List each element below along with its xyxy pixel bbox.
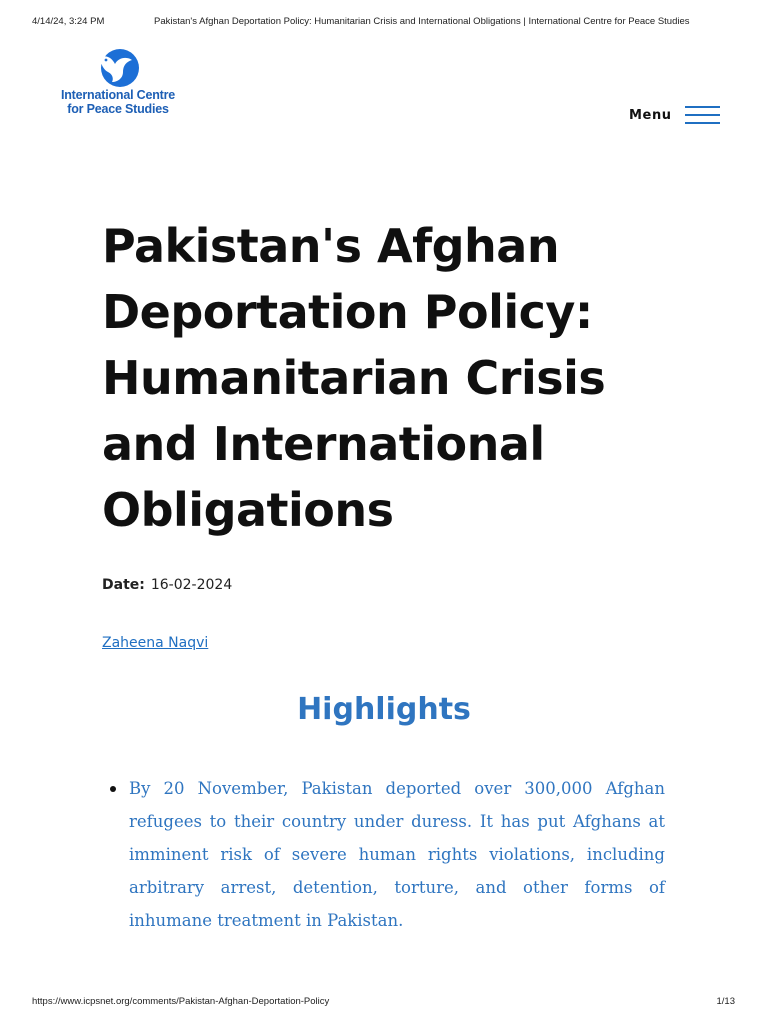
list-item	[129, 772, 665, 937]
highlight-text: By 20 November, Pakistan deported over 300,000 Afghan refugees to their country under duress. It has put Afghans at imminent risk of severe human rights violations, including arbitrary arrest, detention, torture, and other forms of inhumane treatment in Pakistan.	[129, 779, 665, 930]
site-logo[interactable]	[50, 48, 190, 120]
logo-text	[50, 88, 186, 116]
logo-line-1: International Centre	[60, 88, 176, 102]
bullet-icon	[110, 786, 116, 792]
print-url: https://www.icpsnet.org/comments/Pakistan-Afghan-Deportation-Policy	[32, 996, 330, 1007]
menu-button[interactable]	[629, 106, 720, 124]
date-label: Date:	[102, 577, 145, 593]
highlights-heading: Highlights	[297, 692, 471, 727]
hamburger-icon[interactable]	[685, 106, 720, 124]
page-title: Pakistan's Afghan Deportation Policy: Humanitarian Crisis and International Obligations	[102, 219, 606, 537]
author-link[interactable]: Zaheena Naqvi	[102, 635, 209, 651]
logo-line-2: for Peace Studies	[67, 102, 169, 116]
dove-globe-icon	[96, 48, 140, 90]
date-value: 16-02-2024	[150, 577, 233, 593]
menu-label: Menu	[629, 107, 672, 123]
highlights-list	[129, 772, 665, 937]
print-timestamp: 4/14/24, 3:24 PM	[32, 16, 105, 27]
page-number: 1/13	[716, 996, 735, 1007]
print-document-title: Pakistan's Afghan Deportation Policy: Humanitarian Crisis and International Obligations | International Centre for Peace Studies	[154, 16, 690, 27]
article-date	[102, 577, 232, 593]
